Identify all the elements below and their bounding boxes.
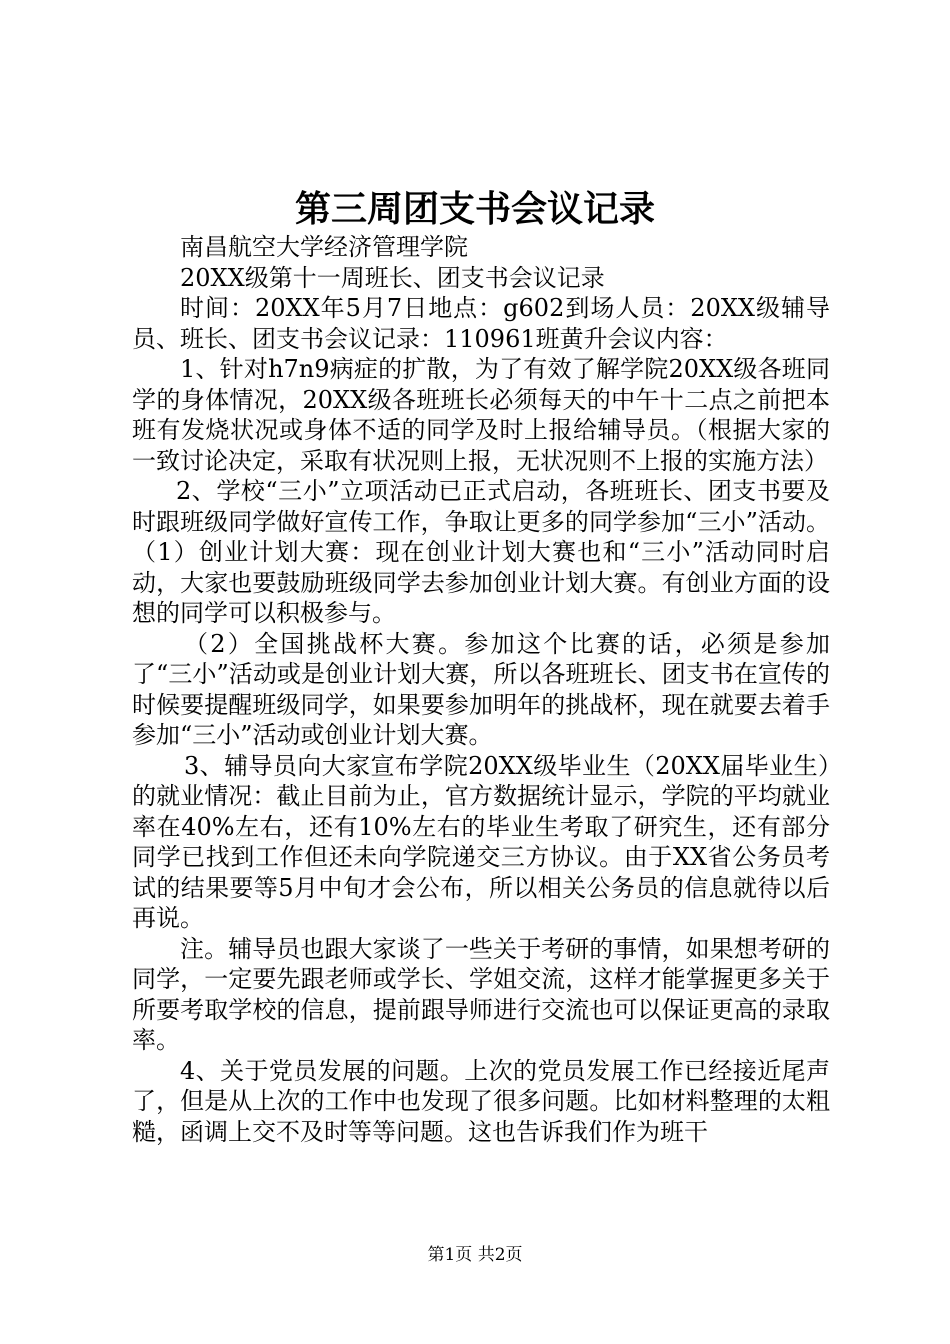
- paragraph-meeting-info: 时间：20XX年5月7日地点：g602到场人员：20XX级辅导员、班长、团支书会议记录：110961班黄升会议内容：: [132, 294, 830, 353]
- page-number: 第1页 共2页: [427, 1245, 523, 1265]
- paragraph-meeting-name: 20XX级第十一周班长、团支书会议记录: [180, 263, 605, 292]
- document-body: [132, 232, 830, 1147]
- paragraph-item-4: 4、关于党员发展的问题。上次的党员发展工作已经接近尾声了，但是从上次的工作中也发现了很多问题。比如材料整理的太粗糙，函调上交不及时等等问题。这也告诉我们作为班干: [132, 1056, 830, 1146]
- paragraph-item-3: 3、辅导员向大家宣布学院20XX级毕业生（20XX届毕业生）的就业情况：截止目前为止，官方数据统计显示，学院的平均就业率在40%左右，还有10%左右的毕业生考取了研究生，还有部分同学已找到工作但还未向学院递交三方协议。由于XX省公务员考试的结果要等5月中旬才会公布，所以相关公务员的信息就待以后再说。: [132, 751, 830, 932]
- paragraph-note: 注。辅导员也跟大家谈了一些关于考研的事情，如果想考研的同学，一定要先跟老师或学长、学姐交流，这样才能掌握更多关于所要考取学校的信息，提前跟导师进行交流也可以保证更高的录取率。: [132, 934, 830, 1054]
- document-title: 第三周团支书会议记录: [294, 188, 655, 230]
- paragraph-item-2-sub: （2）全国挑战杯大赛。参加这个比赛的话，必须是参加了“三小”活动或是创业计划大赛，所以各班班长、团支书在宣传的时候要提醒班级同学，如果要参加明年的挑战杯，现在就要去着手参加“三小”活动或创业计划大赛。: [132, 629, 830, 749]
- paragraph-school: 南昌航空大学经济管理学院: [180, 233, 468, 261]
- paragraph-item-1: 1、针对h7n9病症的扩散，为了有效了解学院20XX级各班同学的身体情况，20XX级各班班长必须每天的中午十二点之前把本班有发烧状况或身体不适的同学及时上报给辅导员。（根据大家的一致讨论决定，采取有状况则上报，无状况则不上报的实施方法）: [132, 355, 830, 475]
- paragraph-item-2: 2、学校“三小”立项活动已正式启动，各班班长、团支书要及时跟班级同学做好宣传工作，争取让更多的同学参加“三小”活动。（1）创业计划大赛：现在创业计划大赛也和“三小”活动同时启动，大家也要鼓励班级同学去参加创业计划大赛。有创业方面的设想的同学可以积极参与。: [132, 477, 830, 627]
